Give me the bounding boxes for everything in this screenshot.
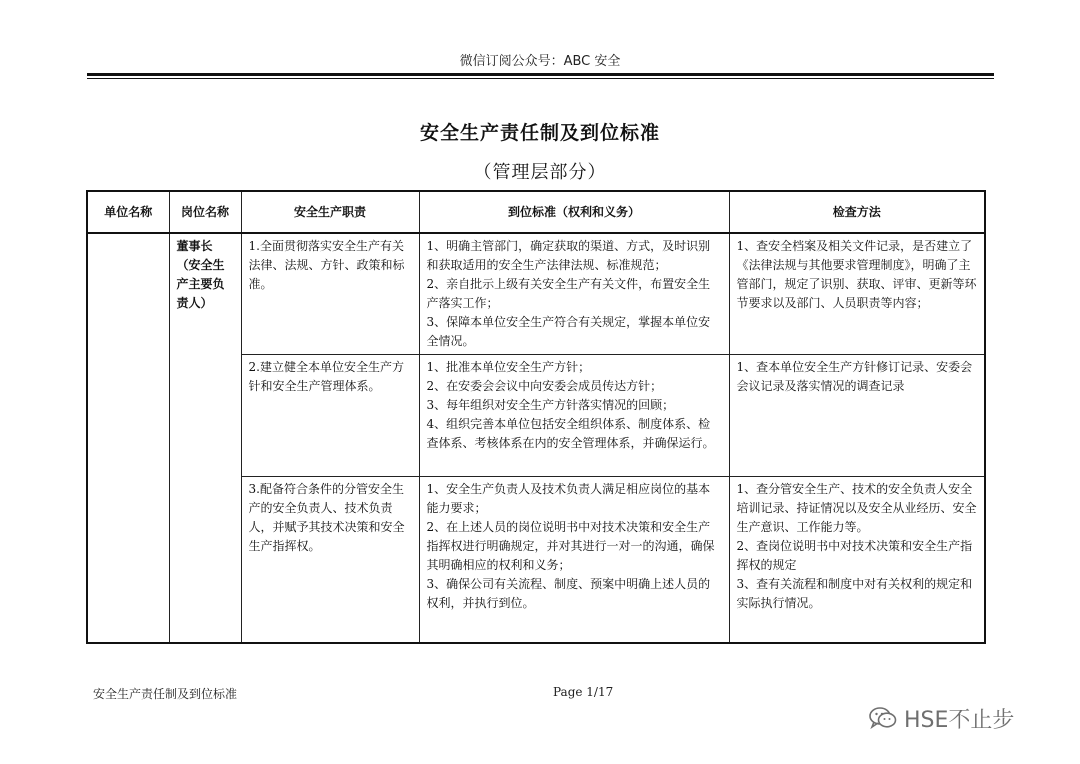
standard-item: 1、安全生产负责人及技术负责人满足相应岗位的基本能力要求； xyxy=(426,482,711,515)
footer-page-number: Page 1/17 xyxy=(553,685,614,699)
standard-item: 3、每年组织对安全生产方针落实情况的回顾； xyxy=(426,398,675,412)
watermark-text: HSE不止步 xyxy=(904,707,1015,733)
header-duty: 安全生产职责 xyxy=(241,191,419,233)
check-method-item: 1、查分管安全生产、技术的安全负责人安全培训记录、持证情况以及安全从业经历、安全生产意识、工作能力等。 xyxy=(736,482,977,534)
header-rule-thin xyxy=(87,78,994,79)
document-title: 安全生产责任制及到位标准 xyxy=(419,122,660,144)
check-method-cell xyxy=(729,233,985,355)
standard-cell xyxy=(419,233,729,355)
check-method-item: 2、查岗位说明书中对技术决策和安全生产指挥权的规定 xyxy=(736,539,973,572)
table-row xyxy=(87,233,985,355)
check-method-item: 1、查本单位安全生产方针修订记录、安委会会议记录及落实情况的调查记录 xyxy=(736,360,973,393)
standard-item: 3、确保公司有关流程、制度、预案中明确上述人员的权利，并执行到位。 xyxy=(426,577,711,610)
standard-item: 2、在上述人员的岗位说明书中对技术决策和安全生产指挥权进行明确规定，并对其进行一对一的沟通，确保其明确相应的权利和义务； xyxy=(426,520,715,572)
duty-cell: 3.配备符合条件的分管安全生产的安全负责人、技术负责人，并赋予其技术决策和安全生产指挥权。 xyxy=(241,477,419,643)
standard-cell xyxy=(419,477,729,643)
responsibility-table xyxy=(86,190,986,644)
standard-item: 2、亲自批示上级有关安全生产有关文件，布置安全生产落实工作； xyxy=(426,277,711,310)
header-position-name: 岗位名称 xyxy=(169,191,241,233)
standard-item: 2、在安委会会议中向安委会成员传达方针； xyxy=(426,379,663,393)
document-subtitle: （管理层部分） xyxy=(473,162,607,183)
table-header-row xyxy=(87,191,985,233)
standard-cell xyxy=(419,355,729,477)
duty-cell: 1.全面贯彻落实安全生产有关法律、法规、方针、政策和标准。 xyxy=(241,233,419,355)
standard-item: 3、保障本单位安全生产符合有关规定，掌握本单位安全情况。 xyxy=(426,315,711,348)
check-method-cell xyxy=(729,477,985,643)
standard-item: 4、组织完善本单位包括安全组织体系、制度体系、检查体系、考核体系在内的安全管理体系，并确保运行。 xyxy=(426,417,715,450)
check-method-item: 3、查有关流程和制度中对有关权利的规定和实际执行情况。 xyxy=(736,577,973,610)
header-check-method: 检查方法 xyxy=(729,191,985,233)
watermark xyxy=(868,703,1014,733)
position-cell: 董事长（安全生产主要负责人） xyxy=(169,233,241,643)
footer-document-name: 安全生产责任制及到位标准 xyxy=(93,687,238,701)
check-method-cell xyxy=(729,355,985,477)
standard-item: 1、明确主管部门，确定获取的渠道、方式，及时识别和获取适用的安全生产法律法规、标准规范； xyxy=(426,239,711,272)
wechat-icon xyxy=(868,705,898,731)
header-standard: 到位标准（权利和义务） xyxy=(419,191,729,233)
header-unit-name: 单位名称 xyxy=(87,191,169,233)
check-method-item: 1、查安全档案及相关文件记录，是否建立了《法律法规与其他要求管理制度》，明确了主管部门，规定了识别、获取、评审、更新等环节要求以及部门、人员职责等内容； xyxy=(736,239,977,310)
duty-cell: 2.建立健全本单位安全生产方针和安全生产管理体系。 xyxy=(241,355,419,477)
page-header: 微信订阅公众号：ABC 安全 xyxy=(459,54,621,69)
unit-name-cell xyxy=(87,233,169,643)
standard-item: 1、批准本单位安全生产方针； xyxy=(426,360,591,374)
header-rule-thick xyxy=(87,73,994,76)
